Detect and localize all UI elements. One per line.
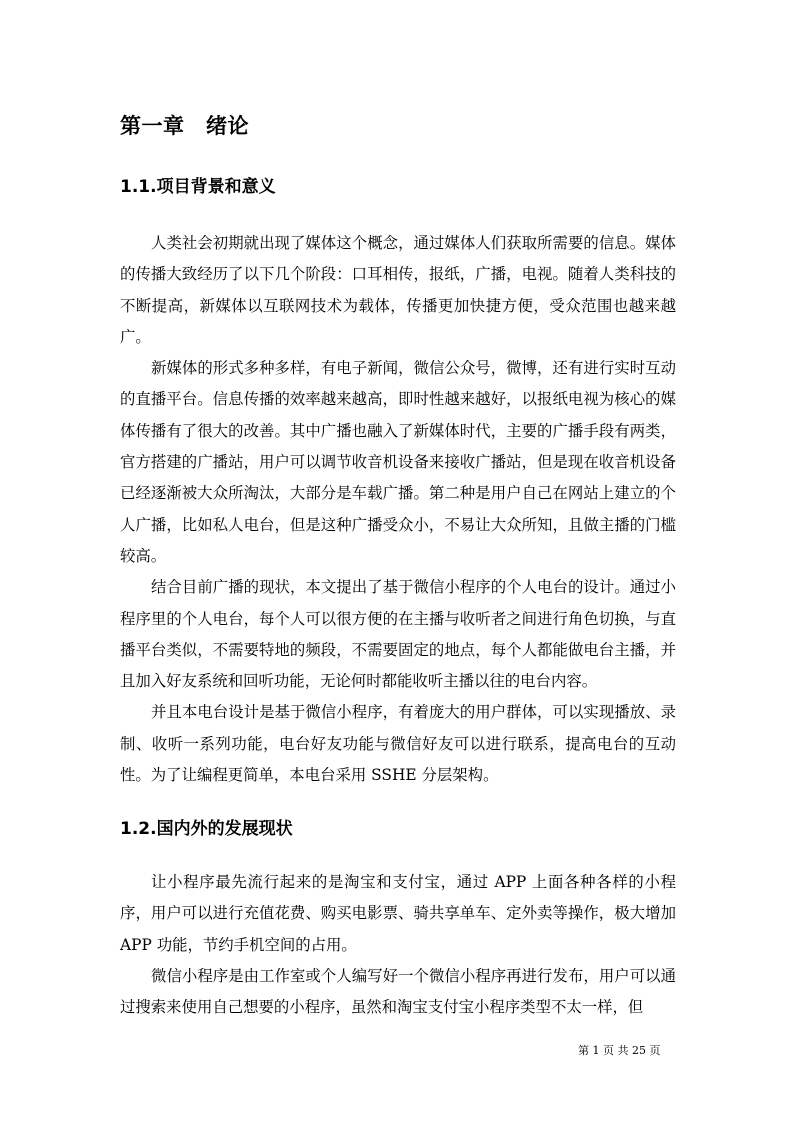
paragraph: 人类社会初期就出现了媒体这个概念，通过媒体人们获取所需要的信息。媒体的传播大致经历了以下几个阶段：口耳相传，报纸，广播，电视。随着人类科技的不断提高，新媒体以互联网技术为载体，传播更加快捷方便，受众范围也越来越广。: [120, 234, 676, 346]
paragraph: 让小程序最先流行起来的是淘宝和支付宝，通过 APP 上面各种各样的小程序，用户可以进行充值花费、购买电影票、骑共享单车、定外卖等操作，极大增加 APP 功能，节约手机空间的占用。: [120, 873, 676, 954]
paragraph: 新媒体的形式多种多样，有电子新闻，微信公众号，微博，还有进行实时互动的直播平台。信息传播的效率越来越高，即时性越来越好，以报纸电视为核心的媒体传播有了很大的改善。其中广播也融入了新媒体时代，主要的广播手段有两类，官方搭建的广播站，用户可以调节收音机设备来接收广播站，但是现在收音机设备已经逐渐被大众所淘汰，大部分是车载广播。第二种是用户自己在网站上建立的个人广播，比如私人电台，但是这种广播受众小，不易让大众所知，且做主播的门槛较高。: [120, 359, 676, 565]
paragraph: 微信小程序是由工作室或个人编写好一个微信小程序再进行发布，用户可以通过搜索来使用自己想要的小程序，虽然和淘宝支付宝小程序类型不太一样，但: [120, 966, 676, 1017]
section-heading-1-2: 1.2.国内外的发展现状: [120, 819, 293, 839]
section-1-2-body: [120, 867, 676, 1023]
paragraph: 结合目前广播的现状，本文提出了基于微信小程序的个人电台的设计。通过小程序里的个人电台，每个人可以很方便的在主播与收听者之间进行角色切换，与直播平台类似，不需要特地的频段，不需要固定的地点，每个人都能做电台主播，并且加入好友系统和回听功能，无论何时都能收听主播以往的电台内容。: [120, 578, 676, 691]
paragraph: 并且本电台设计是基于微信小程序，有着庞大的用户群体，可以实现播放、录制、收听一系列功能，电台好友功能与微信好友可以进行联系，提高电台的互动性。为了让编程更简单，本电台采用 SSHE 分层架构。: [120, 703, 676, 785]
section-1-1-body: [120, 228, 676, 791]
chapter-title: 第一章 绪论: [120, 114, 249, 138]
section-heading-1-1: 1.1.项目背景和意义: [120, 177, 276, 197]
page-number-footer: 第 1 页 共 25 页: [578, 1044, 661, 1057]
